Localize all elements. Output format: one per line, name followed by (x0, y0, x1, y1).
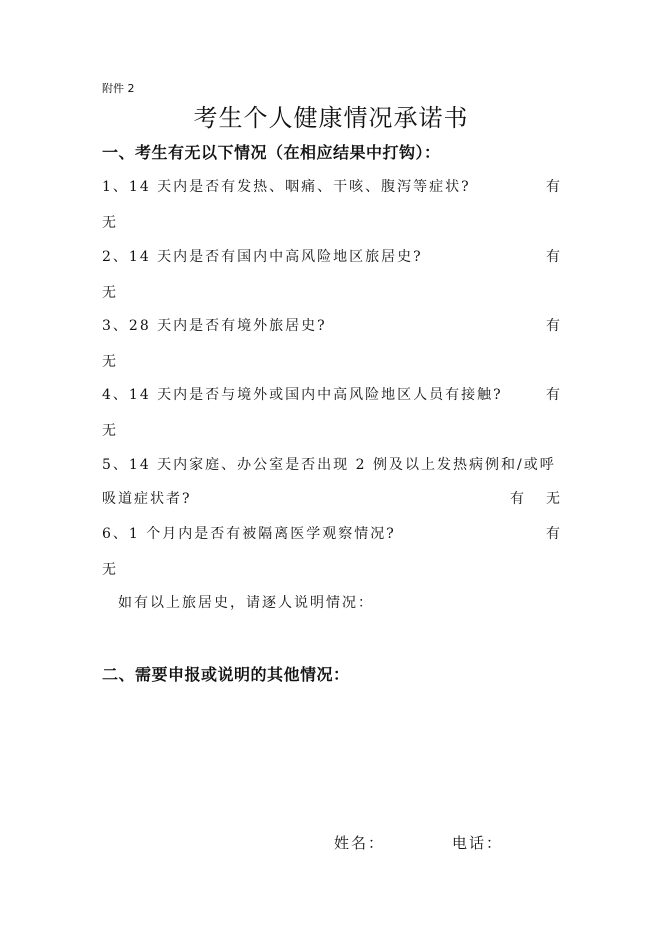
question-text: 6、1 个月内是否有被隔离医学观察情况? (102, 526, 396, 542)
attachment-label: 附件 2 (102, 82, 135, 95)
option-no[interactable]: 无 (102, 562, 118, 578)
question-text: 2、14 天内是否有国内中高风险地区旅居史? (102, 249, 423, 265)
question-text: 4、14 天内是否与境外或国内中高风险地区人员有接触? (102, 387, 503, 403)
option-yes[interactable]: 有 (546, 249, 562, 265)
section-1-heading: 一、考生有无以下情况（在相应结果中打钩）： (102, 143, 441, 162)
option-no[interactable]: 无 (102, 423, 118, 439)
option-no[interactable]: 无 (102, 215, 118, 231)
page-title: 考生个人健康情况承诺书 (193, 104, 469, 132)
question-text: 5、14 天内家庭、办公室是否出现 2 例及以上发热病例和/或呼 (102, 457, 556, 473)
name-label: 姓名： (334, 834, 386, 852)
option-yes[interactable]: 有 (546, 526, 562, 542)
phone-label: 电话： (452, 834, 504, 852)
option-yes[interactable]: 有 (546, 387, 562, 403)
question-text: 3、28 天内是否有境外旅居史? (102, 318, 327, 334)
option-yes[interactable]: 有 (546, 318, 562, 334)
travel-history-note: 如有以上旅居史，请逐人说明情况： (118, 595, 374, 611)
option-yes[interactable]: 有 (510, 491, 526, 507)
option-no[interactable]: 无 (546, 491, 562, 507)
option-no[interactable]: 无 (102, 354, 118, 370)
option-yes[interactable]: 有 (546, 179, 562, 195)
option-no[interactable]: 无 (102, 285, 118, 301)
question-text-continued: 吸道症状者? (102, 491, 192, 507)
section-2-heading: 二、需要申报或说明的其他情况： (102, 665, 350, 684)
question-text: 1、14 天内是否有发热、咽痛、干咳、腹泻等症状? (102, 179, 471, 195)
